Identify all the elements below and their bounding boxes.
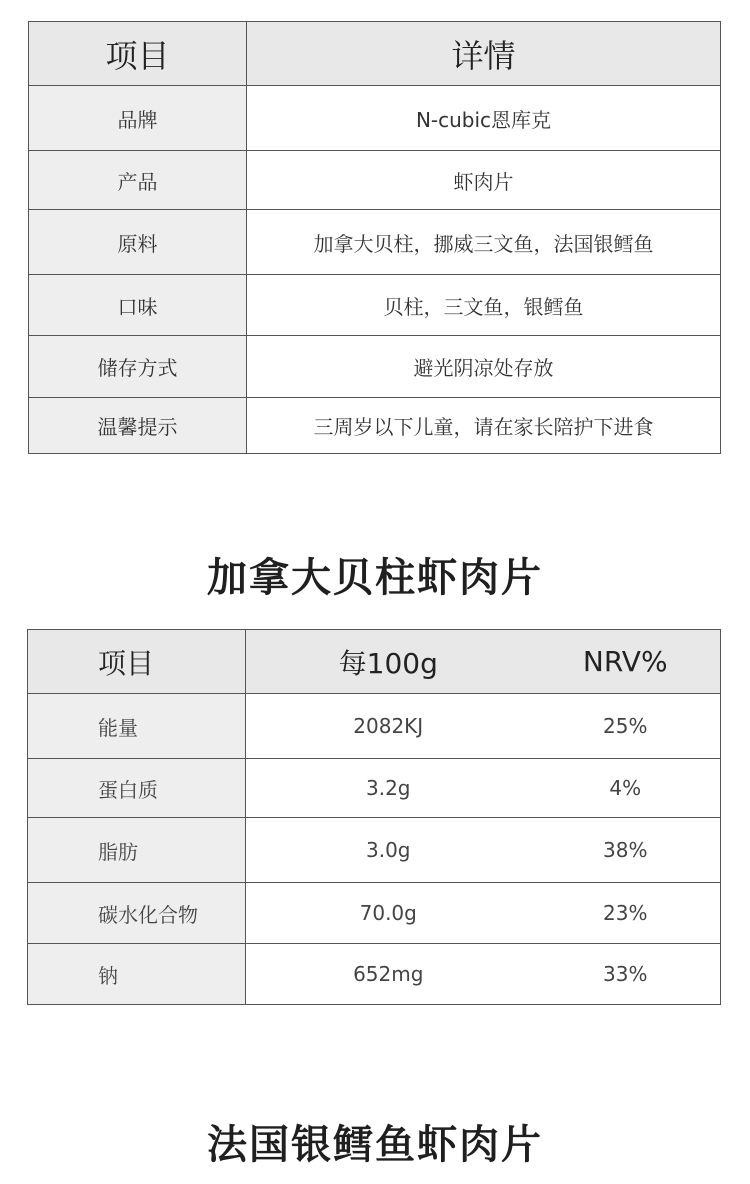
row-label: 品牌 [29,86,247,151]
table-row [28,694,721,759]
row-value: N-cubic恩库克 [247,86,721,151]
table-row [29,398,721,454]
per-100g-value: 2082KJ [246,694,531,759]
nrv-value: 23% [531,883,721,944]
nutrient-label: 脂肪 [28,818,246,883]
section-title-french-cod: 法国银鳕鱼虾肉片 [207,1122,543,1168]
table-row [28,883,721,944]
nutrient-label: 钠 [28,944,246,1005]
table-row [28,944,721,1005]
header-item: 项目 [29,22,247,86]
header-item: 项目 [28,630,246,694]
row-value: 贝柱，三文鱼，银鳕鱼 [247,275,721,336]
nrv-value: 38% [531,818,721,883]
table-row [29,275,721,336]
row-label: 产品 [29,151,247,210]
row-label: 口味 [29,275,247,336]
nrv-value: 33% [531,944,721,1005]
nrv-value: 25% [531,694,721,759]
nutrient-label: 蛋白质 [28,759,246,818]
nutrient-label: 碳水化合物 [28,883,246,944]
nutrient-label: 能量 [28,694,246,759]
per-100g-value: 3.0g [246,818,531,883]
per-100g-value: 70.0g [246,883,531,944]
row-value: 加拿大贝柱，挪威三文鱼，法国银鳕鱼 [247,210,721,275]
table-header-row [29,22,721,86]
nrv-value: 4% [531,759,721,818]
table-row [29,210,721,275]
table-row [28,818,721,883]
header-nrv: NRV% [531,630,721,694]
table-row [28,759,721,818]
header-per-100g: 每100g [246,630,531,694]
row-value: 虾肉片 [247,151,721,210]
per-100g-value: 3.2g [246,759,531,818]
row-label: 储存方式 [29,336,247,398]
section-title-canadian-scallop: 加拿大贝柱虾肉片 [207,555,543,601]
row-label: 原料 [29,210,247,275]
header-details: 详情 [247,22,721,86]
product-info-table [28,21,721,454]
row-label: 温馨提示 [29,398,247,454]
table-row [29,86,721,151]
table-row [29,336,721,398]
table-row [29,151,721,210]
nutrition-table [27,629,721,1005]
table-header-row [28,630,721,694]
row-value: 避光阴凉处存放 [247,336,721,398]
per-100g-value: 652mg [246,944,531,1005]
row-value: 三周岁以下儿童，请在家长陪护下进食 [247,398,721,454]
